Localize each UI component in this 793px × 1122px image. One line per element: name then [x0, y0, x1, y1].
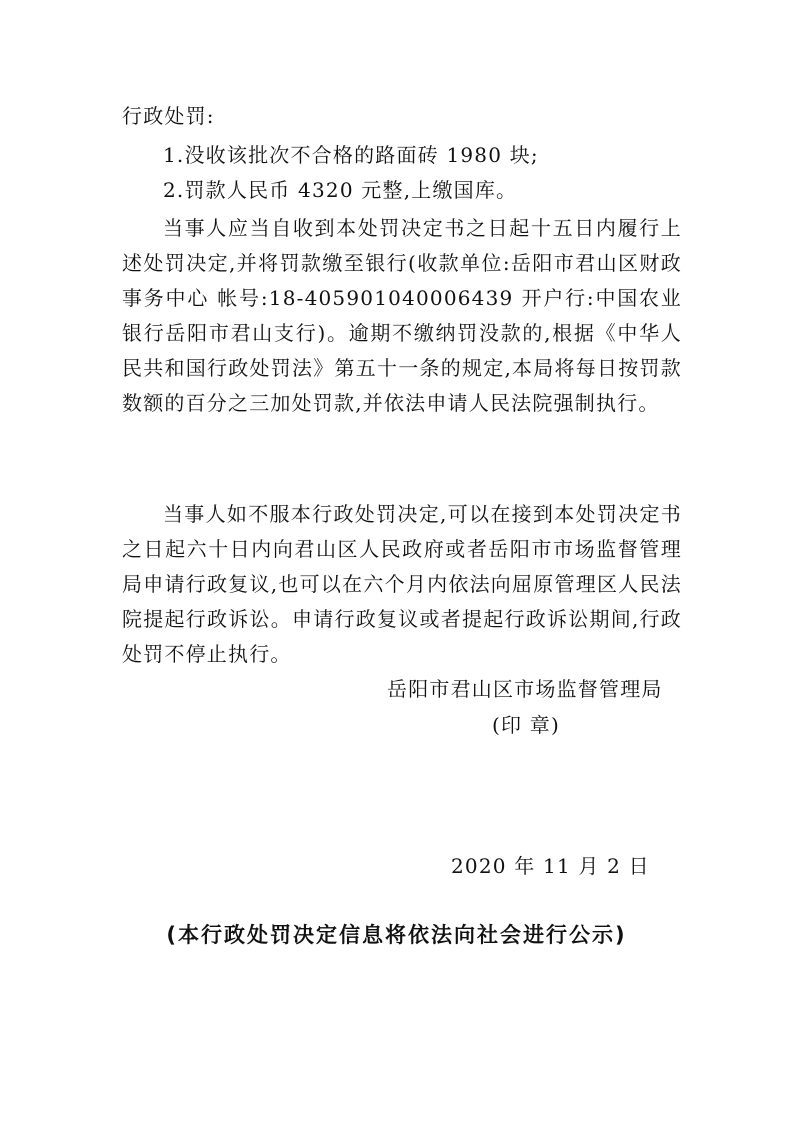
- appeal-paragraph-text: 当事人如不服本行政处罚决定,可以在接到本处罚决定书之日起六十日内向君山区人民政府或者岳阳市市场监督管理局申请行政复议,也可以在六个月内依法向屈原管理区人民法院提起行政诉讼。申请行政复议或者提起行政诉讼期间,行政处罚不停止执行。: [122, 502, 682, 666]
- penalty-item-1: 1.没收该批次不合格的路面砖 1980 块;: [163, 143, 539, 167]
- issuer-name: 岳阳市君山区市场监督管理局: [387, 677, 663, 701]
- appeal-paragraph: [122, 497, 682, 672]
- payment-paragraph-text: 当事人应当自收到本处罚决定书之日起十五日内履行上述处罚决定,并将罚款缴至银行(收款单位:岳阳市君山区财政事务中心 帐号:18-405901040006439 开户行:中国农业银行岳阳市君山支行)。逾期不缴纳罚没款的,根据《中华人民共和国行政处罚法》第五十一条的规定,本局将每日按罚款数额的百分之三加处罚款,并依法申请人民法院强制执行。: [122, 216, 682, 415]
- issue-date: 2020 年 11 月 2 日: [451, 854, 650, 878]
- heading-continuation: 行政处罚:: [122, 104, 215, 128]
- public-notice: (本行政处罚决定信息将依法向社会进行公示): [166, 923, 627, 947]
- payment-paragraph: [122, 211, 682, 421]
- penalty-item-2: 2.罚款人民币 4320 元整,上缴国库。: [163, 178, 518, 202]
- seal-placeholder: (印 章): [492, 713, 560, 737]
